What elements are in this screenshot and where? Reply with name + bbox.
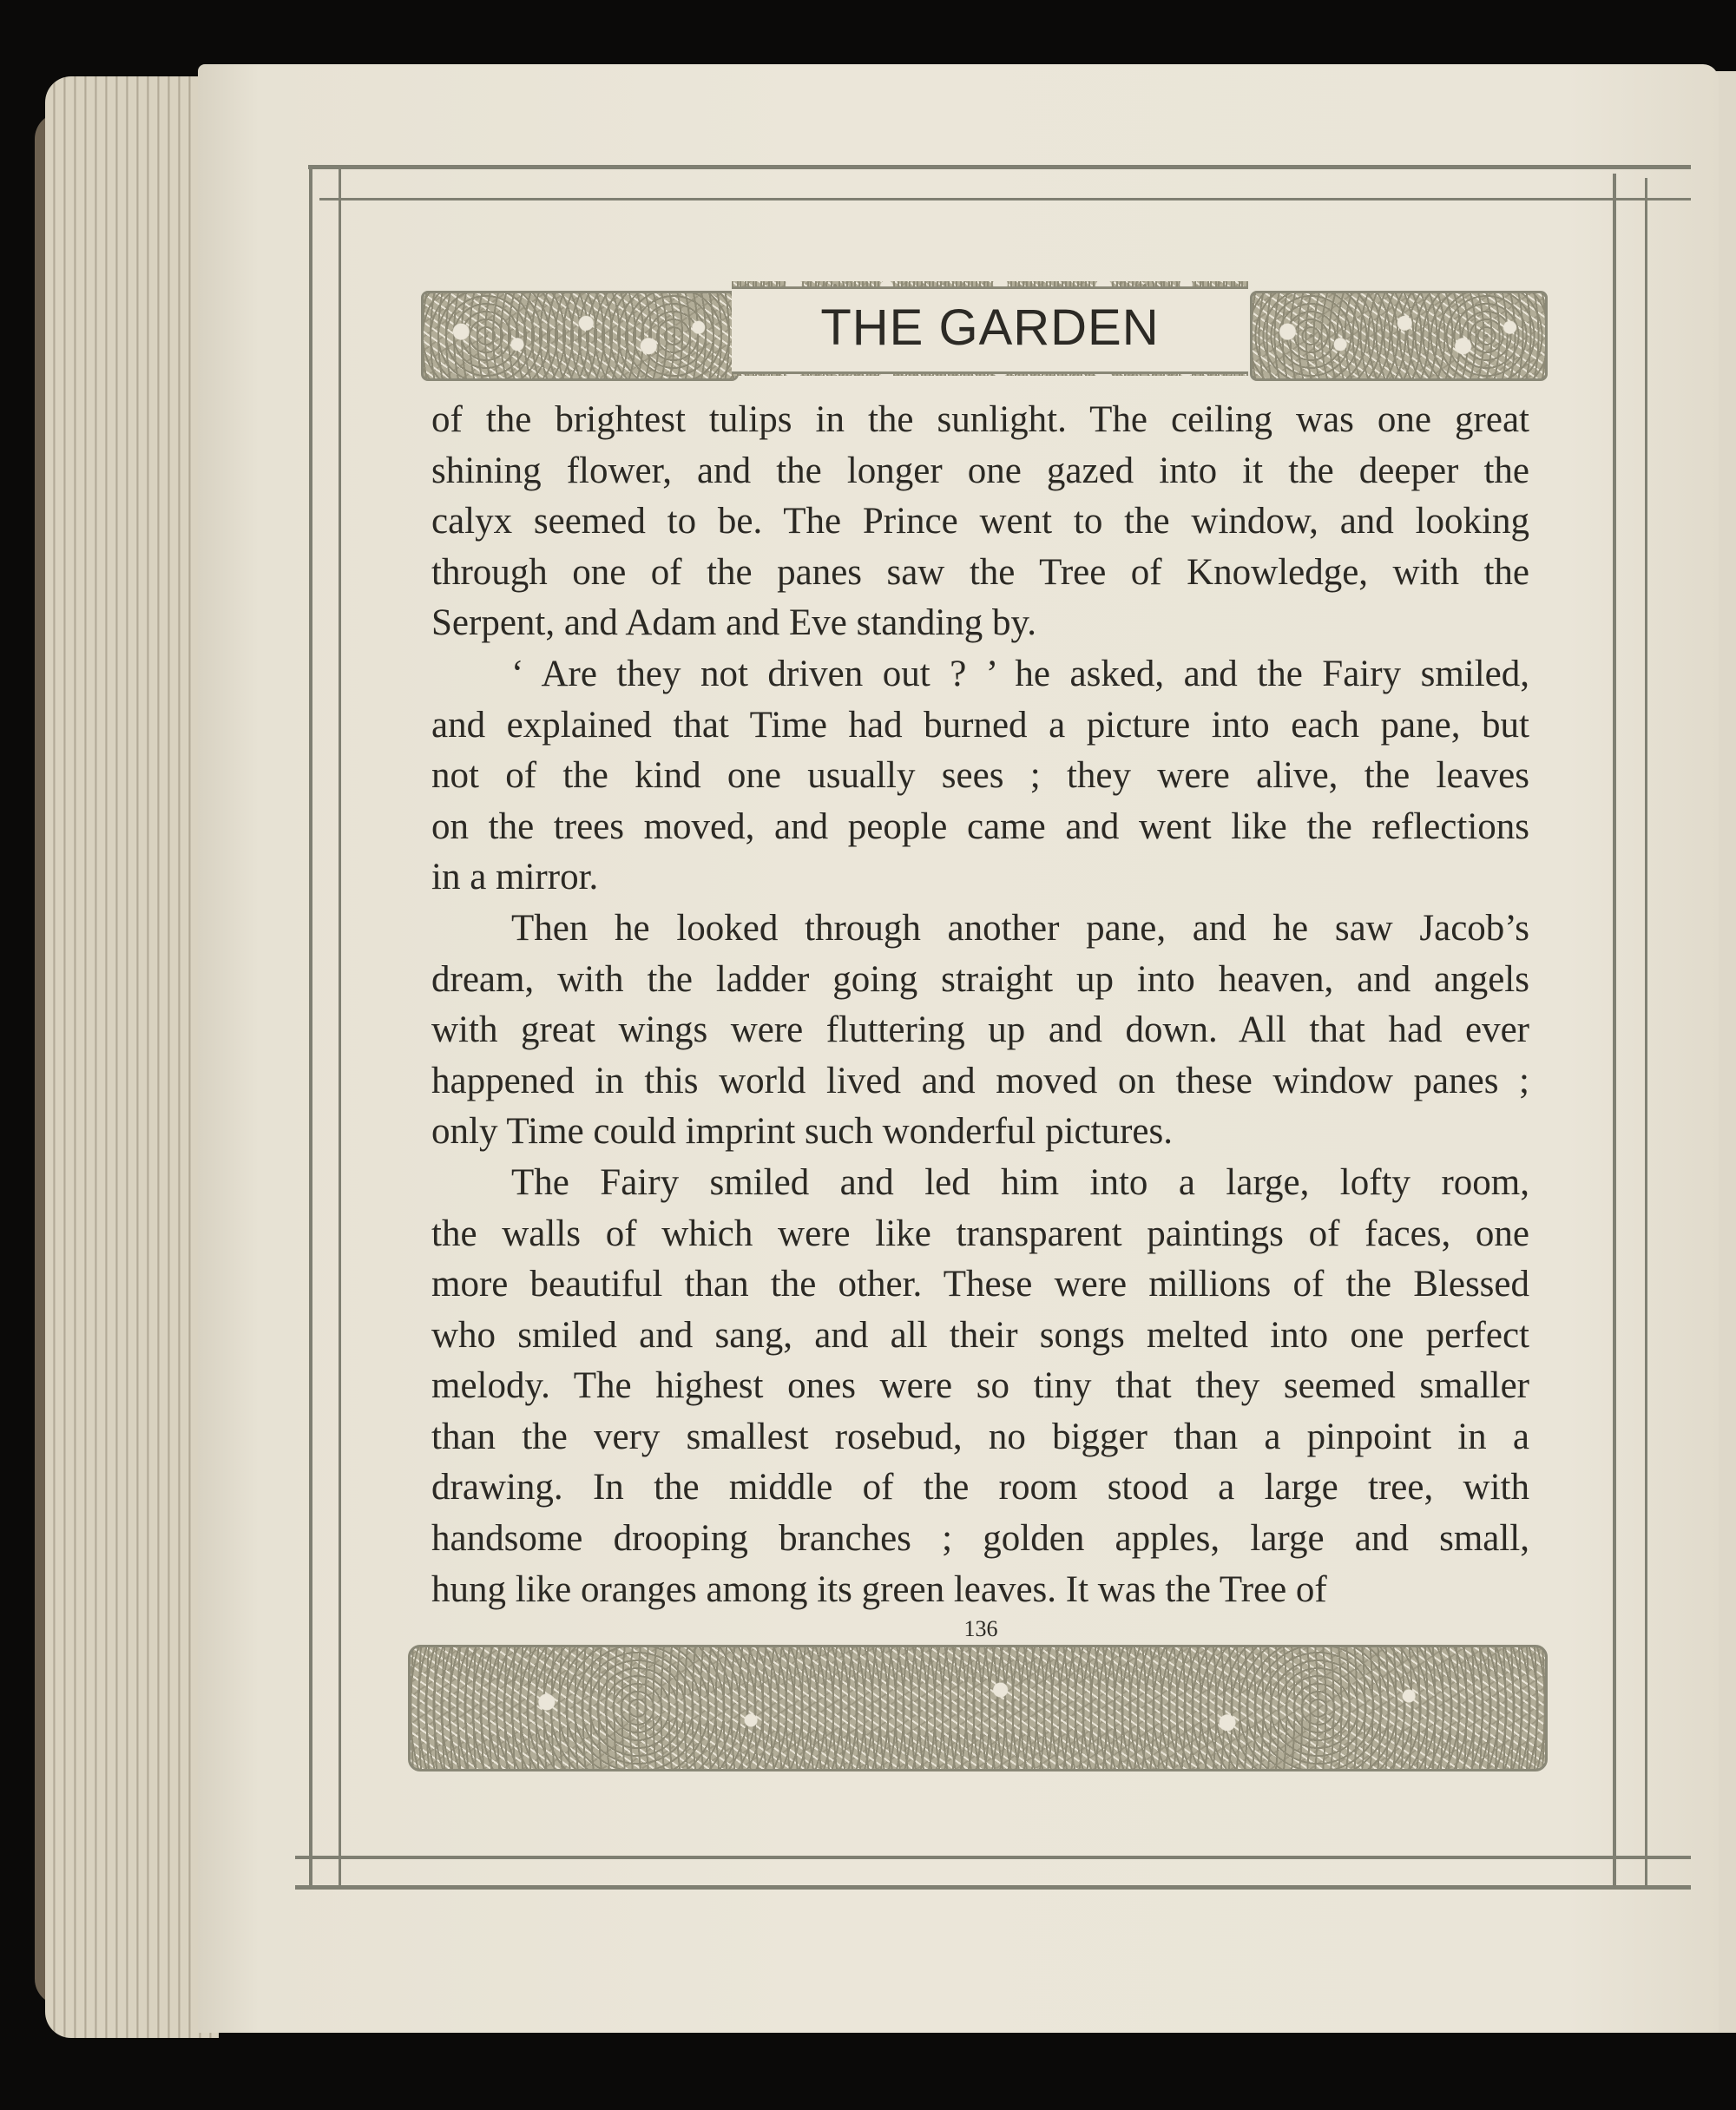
text-line: of the brightest tulips in the sunlight. The ceiling was one great [431, 399, 1529, 440]
body-text [431, 395, 1529, 1615]
page-title: THE GARDEN [820, 299, 1160, 356]
text-line: dream, with the ladder going straight up into heaven, and angels [431, 958, 1529, 1000]
text-line: than the very smallest rosebud, no bigger than a pinpoint in a [431, 1416, 1529, 1457]
text-line: shining flower, and the longer one gazed into it the deeper the [431, 450, 1529, 491]
text-line: only Time could imprint such wonderful pictures. [431, 1111, 1173, 1153]
header-ornament-right [1250, 291, 1548, 381]
text-line: Then he looked through another pane, and he saw Jacob’s [511, 907, 1529, 949]
page-number: 136 [963, 1616, 998, 1641]
text-line: happened in this world lived and moved on these window panes ; [431, 1060, 1529, 1101]
text-line: on the trees moved, and people came and went like the reflections [431, 805, 1529, 847]
text-line: in a mirror. [431, 857, 599, 898]
text-line: Serpent, and Adam and Eve standing by. [431, 602, 1037, 644]
text-line: with great wings were fluttering up and down. All that had ever [431, 1009, 1529, 1051]
text-line: hung like oranges among its green leaves. It was the Tree of [431, 1568, 1327, 1610]
text-line: not of the kind one usually sees ; they were alive, the leaves [431, 755, 1529, 797]
text-line: handsome drooping branches ; golden apples, large and small, [431, 1518, 1529, 1560]
stacked-page-edges [45, 76, 219, 2038]
text-line: drawing. In the middle of the room stood a large tree, with [431, 1467, 1529, 1509]
text-line: who smiled and sang, and all their songs melted into one perfect [431, 1314, 1529, 1356]
text-line: melody. The highest ones were so tiny that they seemed smaller [431, 1365, 1529, 1407]
text-line: The Fairy smiled and led him into a large, lofty room, [511, 1161, 1529, 1203]
header-ornament-left [421, 291, 739, 381]
text-line: ‘ Are they not driven out ? ’ he asked, and the Fairy smiled, [511, 653, 1529, 694]
text-line: calyx seemed to be. The Prince went to the window, and looking [431, 501, 1529, 542]
text-line: and explained that Time had burned a picture into each pane, but [431, 704, 1529, 746]
text-line: the walls of which were like transparent paintings of faces, one [431, 1213, 1529, 1254]
text-line: more beautiful than the other. These were millions of the Blessed [431, 1264, 1529, 1305]
text-line: through one of the panes saw the Tree of Knowledge, with the [431, 551, 1529, 593]
footer-ornament [408, 1645, 1548, 1771]
